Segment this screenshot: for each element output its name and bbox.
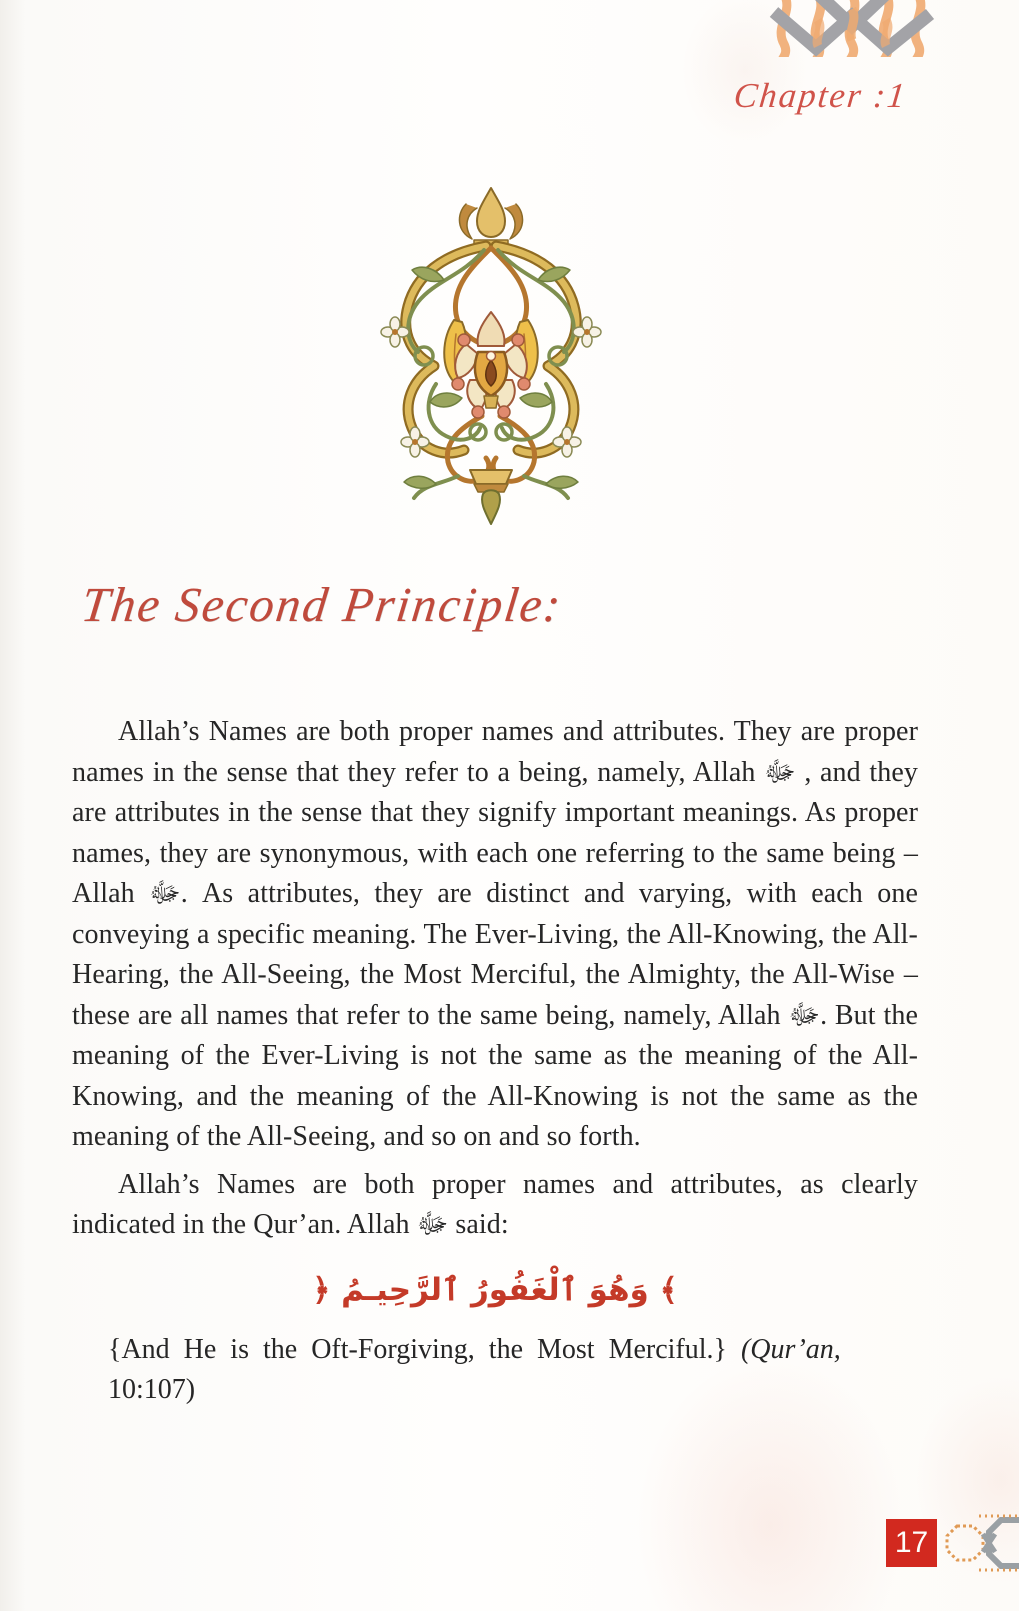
translation-text: {And He is the Oft-Forgiving, the Most Merciful.} <box>108 1333 741 1365</box>
octagon-pattern-icon <box>939 1512 1019 1574</box>
arabesque-ornament-icon <box>366 184 616 526</box>
chapter-label: Chapter :1 <box>732 76 910 115</box>
body-paragraph-2: Allah’s Names are both proper names and attributes, as clearly indicated in the Qur’an. Allah ﷻ said: <box>72 1168 918 1240</box>
quran-verse-arabic: ﴾ وَهُوَ ٱلْغَفُورُ ٱلرَّحِيـمُ ﴿ <box>312 1271 678 1308</box>
page-number-badge: 17 <box>886 1519 937 1567</box>
verse-translation <box>108 1330 916 1411</box>
text-column <box>72 712 918 1411</box>
body-paragraph-1: Allah’s Names are both proper names and attributes. They are proper names in the sense that they refer to a being, namely, Allah ﷻ , and they are attributes in the sense that they signify important meanings. As proper names, they are synonymous, with each one referring to the same being – Allah ﷻ. As attributes, they are distinct and varying, with each one conveying a specific meaning. The Ever-Living, the All-Knowing, the All-Hearing, the All-Seeing, the Most Merciful, the Almighty, the All-Wise – these are all names that refer to the same being, namely, Allah ﷻ. But the meaning of the Ever-Living is not the same as the meaning of the All-Knowing, and the meaning of the All-Knowing is not the same as the meaning of the All-Seeing, and so on and so forth. <box>72 716 918 1152</box>
quote-source-reference: 10:107) <box>108 1374 196 1405</box>
section-heading: The Second Principle: <box>78 577 566 632</box>
knot-pattern-icon <box>768 0 936 57</box>
quote-source-italic: (Qur’an, <box>740 1333 841 1365</box>
